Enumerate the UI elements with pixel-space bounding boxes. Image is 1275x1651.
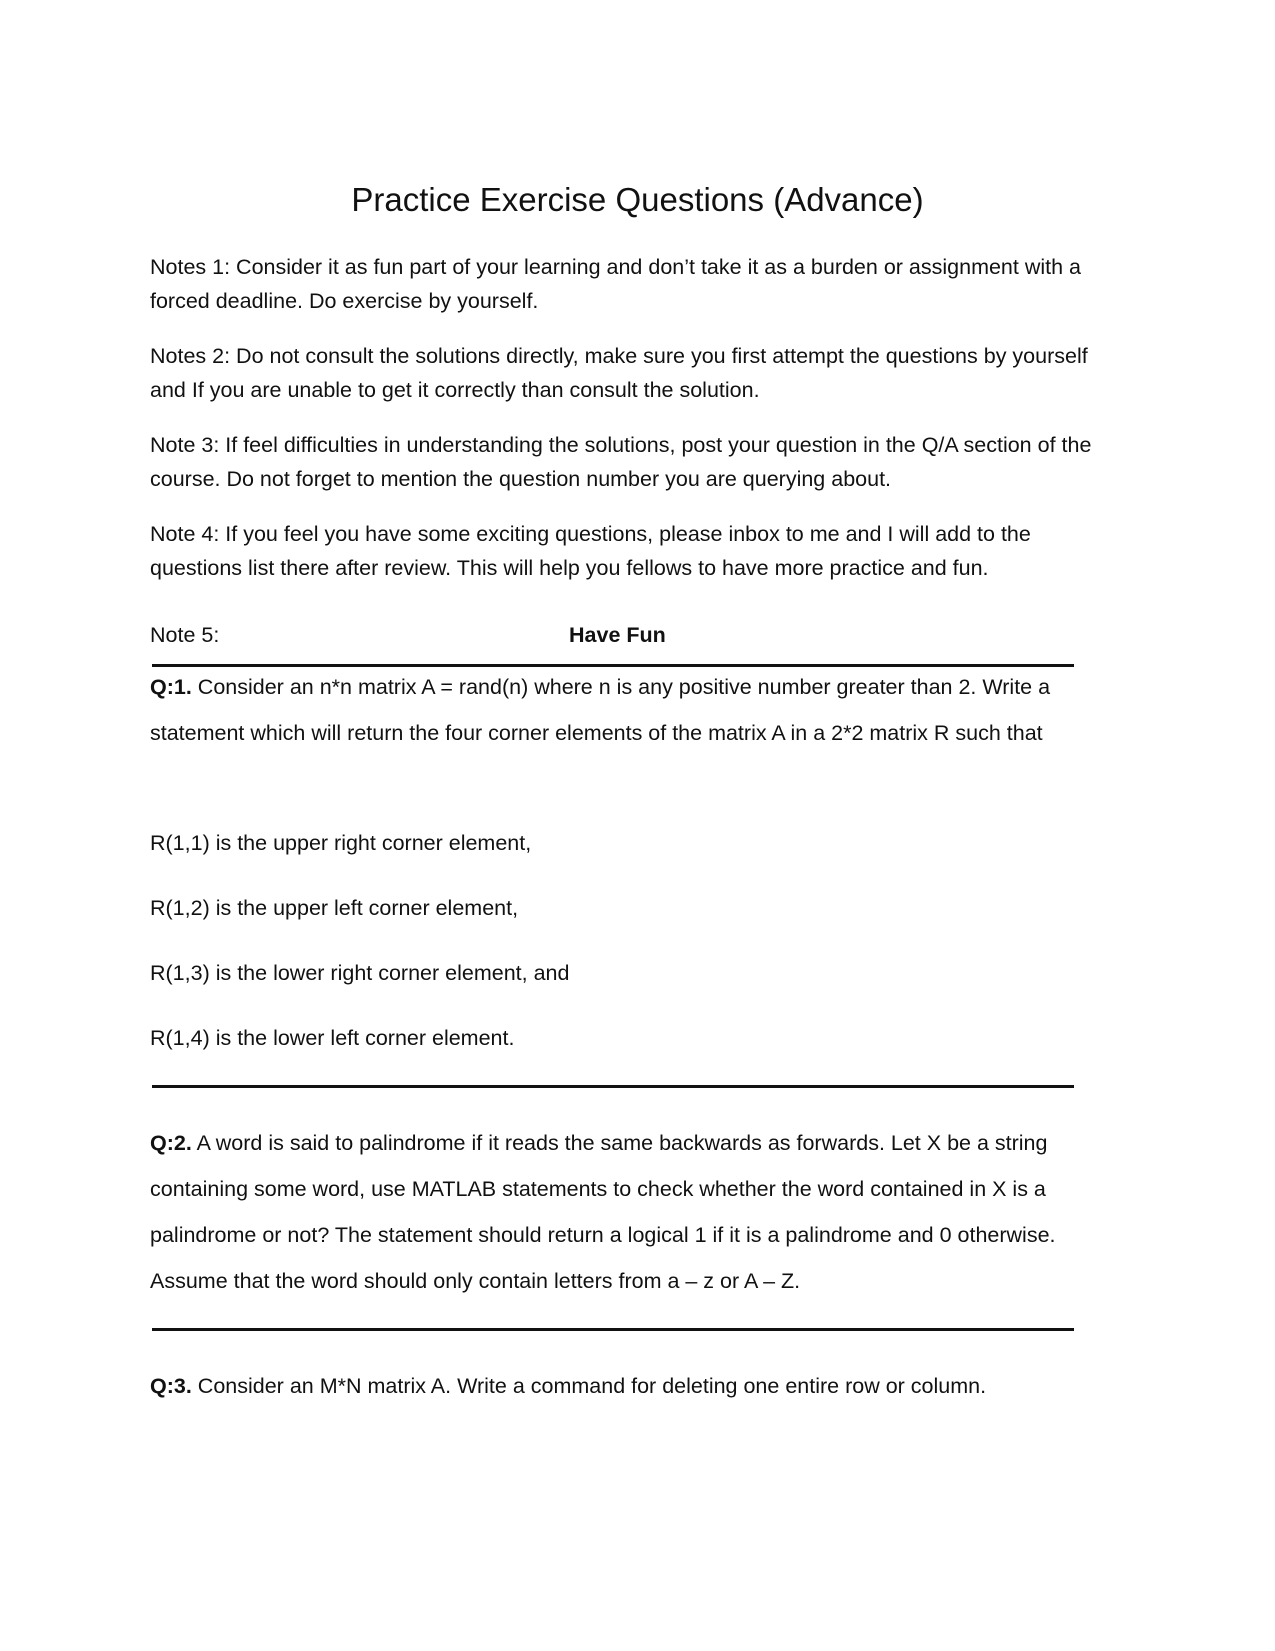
note-1: Notes 1: Consider it as fun part of your learning and don’t take it as a burden or assignment with a forced deadline. Do exercise by yourself. xyxy=(150,255,1081,313)
question-1-number: Q:1. xyxy=(150,675,192,699)
question-2-text: A word is said to palindrome if it reads the same backwards as forwards. Let X be a string containing some word, use MATLAB statements to check whether the word contained in X is a palindrome or not? The statement should return a logical 1 if it is a palindrome and 0 otherwise. Assume that the word should only contain letters from a – z or A – Z. xyxy=(150,1131,1056,1293)
question-3-text: Consider an M*N matrix A. Write a command for deleting one entire row or column. xyxy=(191,1374,987,1398)
question-1-item-2: R(1,2) is the upper left corner element, xyxy=(150,896,519,920)
note-5-value: Have Fun xyxy=(569,623,666,647)
question-3 xyxy=(150,1363,1130,1409)
question-3-number: Q:3. xyxy=(150,1374,192,1398)
note-2: Notes 2: Do not consult the solutions directly, make sure you first attempt the questions by yourself and If you are unable to get it correctly than consult the solution. xyxy=(150,344,1088,402)
question-1-text: Consider an n*n matrix A = rand(n) where n is any positive number greater than 2. Write a statement which will return the four corner elements of the matrix A in a 2*2 matrix R such that xyxy=(150,675,1051,745)
question-2 xyxy=(150,1120,1130,1304)
note-4: Note 4: If you feel you have some exciting questions, please inbox to me and I will add to the questions list there after review. This will help you fellows to have more practice and fun. xyxy=(150,522,1031,580)
question-1 xyxy=(150,664,1130,756)
note-3: Note 3: If feel difficulties in understanding the solutions, post your question in the Q/A section of the course. Do not forget to mention the question number you are querying about. xyxy=(150,433,1092,491)
divider-rule xyxy=(152,1328,1074,1331)
divider-rule xyxy=(152,1085,1074,1088)
question-2-number: Q:2. xyxy=(150,1131,192,1155)
note-5-label: Note 5: xyxy=(150,623,220,647)
question-1-item-3: R(1,3) is the lower right corner element, and xyxy=(150,961,570,985)
question-1-item-4: R(1,4) is the lower left corner element. xyxy=(150,1026,515,1050)
page-title: Practice Exercise Questions (Advance) xyxy=(351,181,924,218)
question-1-item-1: R(1,1) is the upper right corner element, xyxy=(150,831,532,855)
